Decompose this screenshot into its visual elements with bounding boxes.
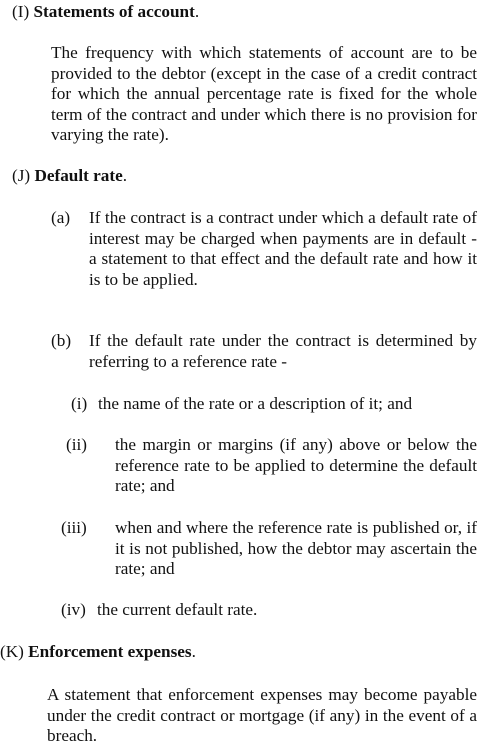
subclause-i-text: the name of the rate or a description of it; and — [98, 394, 413, 413]
section-k-body: A statement that enforcement expenses may become payable under the credit contract or mortgage (if any) in the event of a breach. — [47, 685, 477, 746]
subclause-iii — [0, 518, 482, 582]
section-j-title: Default rate — [34, 166, 123, 185]
section-j-heading — [12, 166, 127, 187]
subclause-ii — [0, 435, 482, 499]
section-k-title: Enforcement expenses — [28, 642, 192, 661]
section-i-title: Statements of account — [33, 2, 195, 21]
clause-a-marker: (a) — [51, 208, 71, 227]
clause-b-text: If the default rate under the contract is determined by referring to a reference rate - — [89, 331, 477, 371]
section-k-heading — [0, 642, 196, 663]
clause-b — [0, 331, 482, 375]
section-i-heading — [12, 2, 199, 23]
section-j-period: . — [122, 166, 128, 185]
section-j-label: (J) — [12, 166, 31, 185]
subclause-i — [0, 394, 482, 416]
section-k-label: (K) — [0, 642, 24, 661]
section-i-label: (I) — [12, 2, 30, 21]
subclause-iv-text: the current default rate. — [97, 600, 258, 619]
clause-a-text: If the contract is a contract under which a default rate of interest may be charged when payments are in default - a statement to that effect and the default rate and how it is to be applied. — [89, 208, 477, 289]
section-i-body: The frequency with which statements of account are to be provided to the debtor (except in the case of a credit contract for which the annual percentage rate is fixed for the whole term of the contract and under which there is no provision for varying the rate). — [51, 43, 477, 145]
subclause-ii-marker: (ii) — [66, 435, 87, 454]
section-k-period: . — [191, 642, 196, 661]
subclause-iv — [0, 600, 482, 622]
subclause-i-marker: (i) — [71, 394, 88, 413]
clause-a — [0, 208, 482, 298]
section-i-period: . — [194, 2, 200, 21]
subclause-ii-text: the margin or margins (if any) above or below the reference rate to be applied to determine the default rate; and — [115, 435, 477, 496]
subclause-iii-text: when and where the reference rate is published or, if it is not published, how the debtor may ascertain the rate; and — [115, 518, 477, 579]
subclause-iv-marker: (iv) — [61, 600, 86, 619]
subclause-iii-marker: (iii) — [61, 518, 87, 537]
clause-b-marker: (b) — [51, 331, 72, 350]
